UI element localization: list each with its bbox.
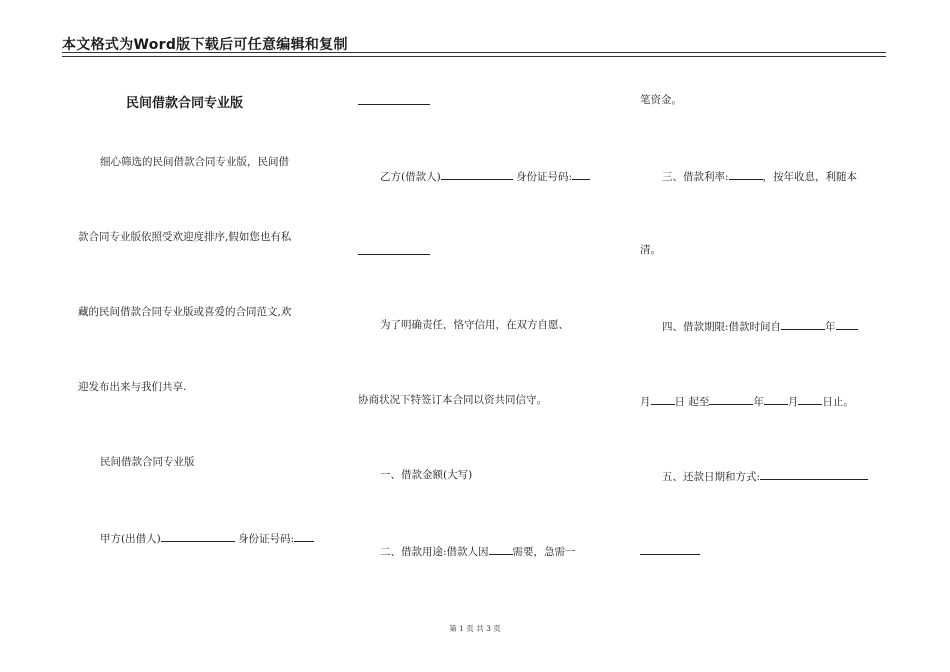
paragraph-line: 为了明确责任，恪守信用，在双方自愿、 [380, 319, 569, 331]
document-title: 民间借款合同专业版 [126, 96, 244, 111]
blank-field [640, 543, 700, 555]
blank-field [358, 93, 430, 105]
clause-text: 二、借款用途:借款人因 [380, 546, 489, 558]
party-b-label: 乙方(借款人) [380, 171, 441, 183]
clause-line [662, 468, 868, 484]
blank-field [651, 393, 675, 405]
blank-field [709, 393, 753, 405]
blank-field [358, 243, 430, 255]
date-text: 日止。 [822, 396, 854, 408]
blank-field [161, 530, 235, 542]
date-line [640, 393, 854, 409]
blank-field [441, 168, 513, 180]
paragraph-line: 民间借款合同专业版 [100, 456, 195, 468]
date-text: 日 起至 [674, 396, 710, 408]
page-number: 第 1 页 共 3 页 [449, 624, 501, 633]
clause-line [662, 318, 858, 334]
party-a-label: 甲方(出借人) [100, 533, 161, 545]
clause-line [380, 543, 576, 559]
continuation-line [358, 93, 430, 109]
party-a-line [100, 530, 314, 546]
paragraph-line: 清。 [640, 244, 661, 256]
id-number-label: 身份证号码: [512, 171, 573, 183]
paragraph-line: 协商状况下特签订本合同以资共同信守。 [358, 394, 547, 406]
clause-line [662, 168, 857, 184]
paragraph-line: 款合同专业版依照受欢迎度排序,假如您也有私 [78, 231, 292, 243]
clause-text: 需要，急需一 [512, 546, 576, 558]
paragraph-line: 细心筛选的民间借款合同专业版，民间借 [100, 156, 289, 168]
continuation-line [358, 243, 430, 259]
party-b-line [380, 168, 590, 184]
date-text: 月 [787, 396, 799, 408]
blank-field [294, 530, 314, 542]
blank-field [729, 168, 763, 180]
clause-text: ，按年收息，利随本 [762, 171, 858, 183]
blank-field [764, 393, 788, 405]
paragraph-line: 藏的民间借款合同专业版或喜爱的合同范文,欢 [78, 306, 292, 318]
blank-field [836, 318, 858, 330]
blank-field [489, 543, 513, 555]
header-rule-thick [62, 52, 886, 53]
clause-text: 年 [825, 321, 836, 333]
clause-text: 三、借款利率: [662, 171, 729, 183]
paragraph-line: 笔资金。 [640, 94, 682, 106]
paragraph-line: 迎发布出来与我们共享. [78, 381, 187, 393]
continuation-line [640, 543, 700, 559]
header-rule-thin [62, 56, 886, 57]
clause-line: 一、借款金额(大写) [380, 469, 473, 481]
blank-field [781, 318, 825, 330]
clause-text: 四、借款期限:借款时间自 [662, 321, 782, 333]
date-text: 年 [753, 396, 764, 408]
date-text: 月 [640, 396, 651, 408]
blank-field [760, 468, 868, 480]
clause-text: 五、还款日期和方式: [662, 471, 761, 483]
id-number-label: 身份证号码: [234, 533, 295, 545]
blank-field [798, 393, 822, 405]
document-header: 本文格式为Word版下载后可任意编辑和复制 [62, 37, 348, 53]
blank-field [572, 168, 590, 180]
